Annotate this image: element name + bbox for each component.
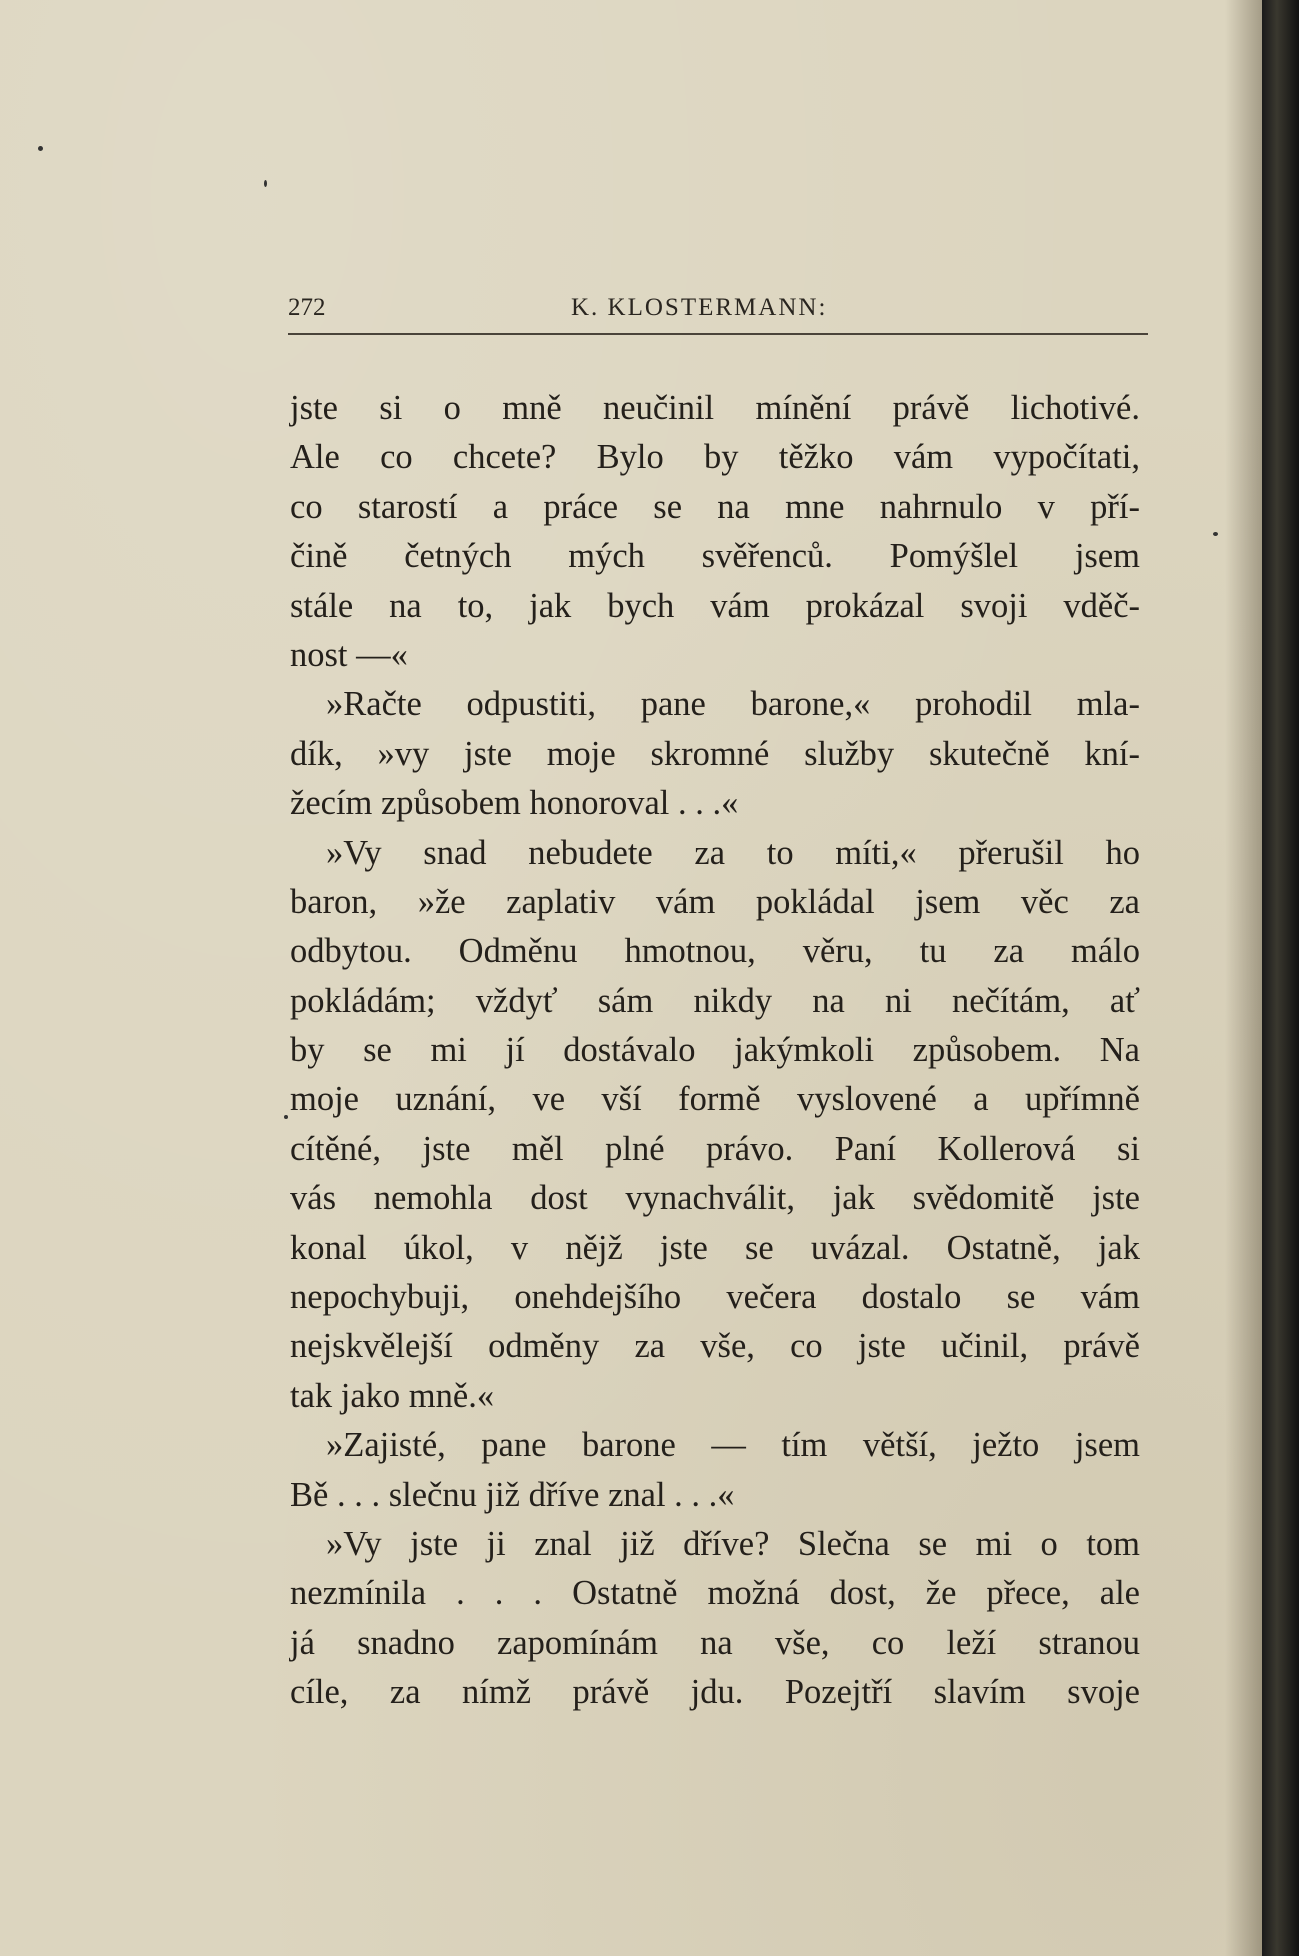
ink-speck	[1213, 532, 1218, 536]
text-line: »Zajisté, pane barone — tím větší, ježto jsem	[326, 1426, 1140, 1465]
text-line: nejskvělejší odměny za vše, co jste učinil, právě	[290, 1327, 1140, 1366]
text-line: pokládám; vždyť sám nikdy na ni nečítám, ať	[290, 981, 1140, 1020]
body-text	[290, 384, 1140, 1718]
text-line: odbytou. Odměnu hmotnou, věru, tu za málo	[290, 932, 1140, 971]
text-line: cítěné, jste měl plné právo. Paní Kollerová si	[290, 1129, 1140, 1168]
page-header	[288, 290, 1148, 330]
text-line: co starostí a práce se na mne nahrnulo v pří-	[290, 487, 1140, 526]
text-line: moje uznání, ve vší formě vyslovené a upřímně	[290, 1080, 1140, 1119]
running-head: K. KLOSTERMANN:	[571, 294, 828, 321]
ink-speck	[38, 146, 43, 151]
text-line: by se mi jí dostávalo jakýmkoli způsobem. Na	[290, 1031, 1140, 1070]
page-edge-shadow	[1225, 0, 1262, 1956]
text-line: konal úkol, v nějž jste se uvázal. Ostatně, jak	[290, 1228, 1140, 1267]
text-line: jste si o mně neučinil mínění právě lichotivé.	[290, 389, 1140, 427]
text-line: já snadno zapomínám na vše, co leží stranou	[290, 1623, 1140, 1662]
text-line: vás nemohla dost vynachválit, jak svědomitě jste	[290, 1179, 1140, 1218]
page-number: 272	[288, 294, 326, 321]
text-line: baron, »že zaplativ vám pokládal jsem věc za	[290, 882, 1140, 921]
ink-speck	[264, 180, 267, 187]
text-line: čině četných mých svěřenců. Pomýšlel jsem	[290, 537, 1140, 576]
text-line: Bě . . . slečnu již dříve znal . . .«	[290, 1475, 735, 1514]
text-line: »Vy jste ji znal již dříve? Slečna se mi o tom	[326, 1524, 1140, 1563]
header-rule	[288, 333, 1148, 335]
text-line: tak jako mně.«	[290, 1376, 495, 1415]
text-line: dík, »vy jste moje skromné služby skutečně kní-	[290, 734, 1140, 773]
text-line: »Vy snad nebudete za to míti,« přerušil ho	[326, 833, 1140, 872]
text-line: stále na to, jak bych vám prokázal svoji vděč-	[290, 586, 1140, 625]
ink-speck	[284, 1115, 288, 1119]
text-line: žecím způsobem honoroval . . .«	[290, 784, 739, 823]
text-line: »Račte odpustiti, pane barone,« prohodil mla-	[326, 685, 1140, 724]
text-line: cíle, za nímž právě jdu. Pozejtří slavím svoje	[290, 1673, 1140, 1712]
text-line: nezmínila . . . Ostatně možná dost, že přece, ale	[290, 1574, 1140, 1613]
book-spine	[1262, 0, 1299, 1956]
text-line: Ale co chcete? Bylo by těžko vám vypočítati,	[290, 438, 1140, 477]
text-line: nepochybuji, onehdejšího večera dostalo se vám	[290, 1278, 1140, 1317]
text-line: nost —«	[290, 635, 408, 674]
